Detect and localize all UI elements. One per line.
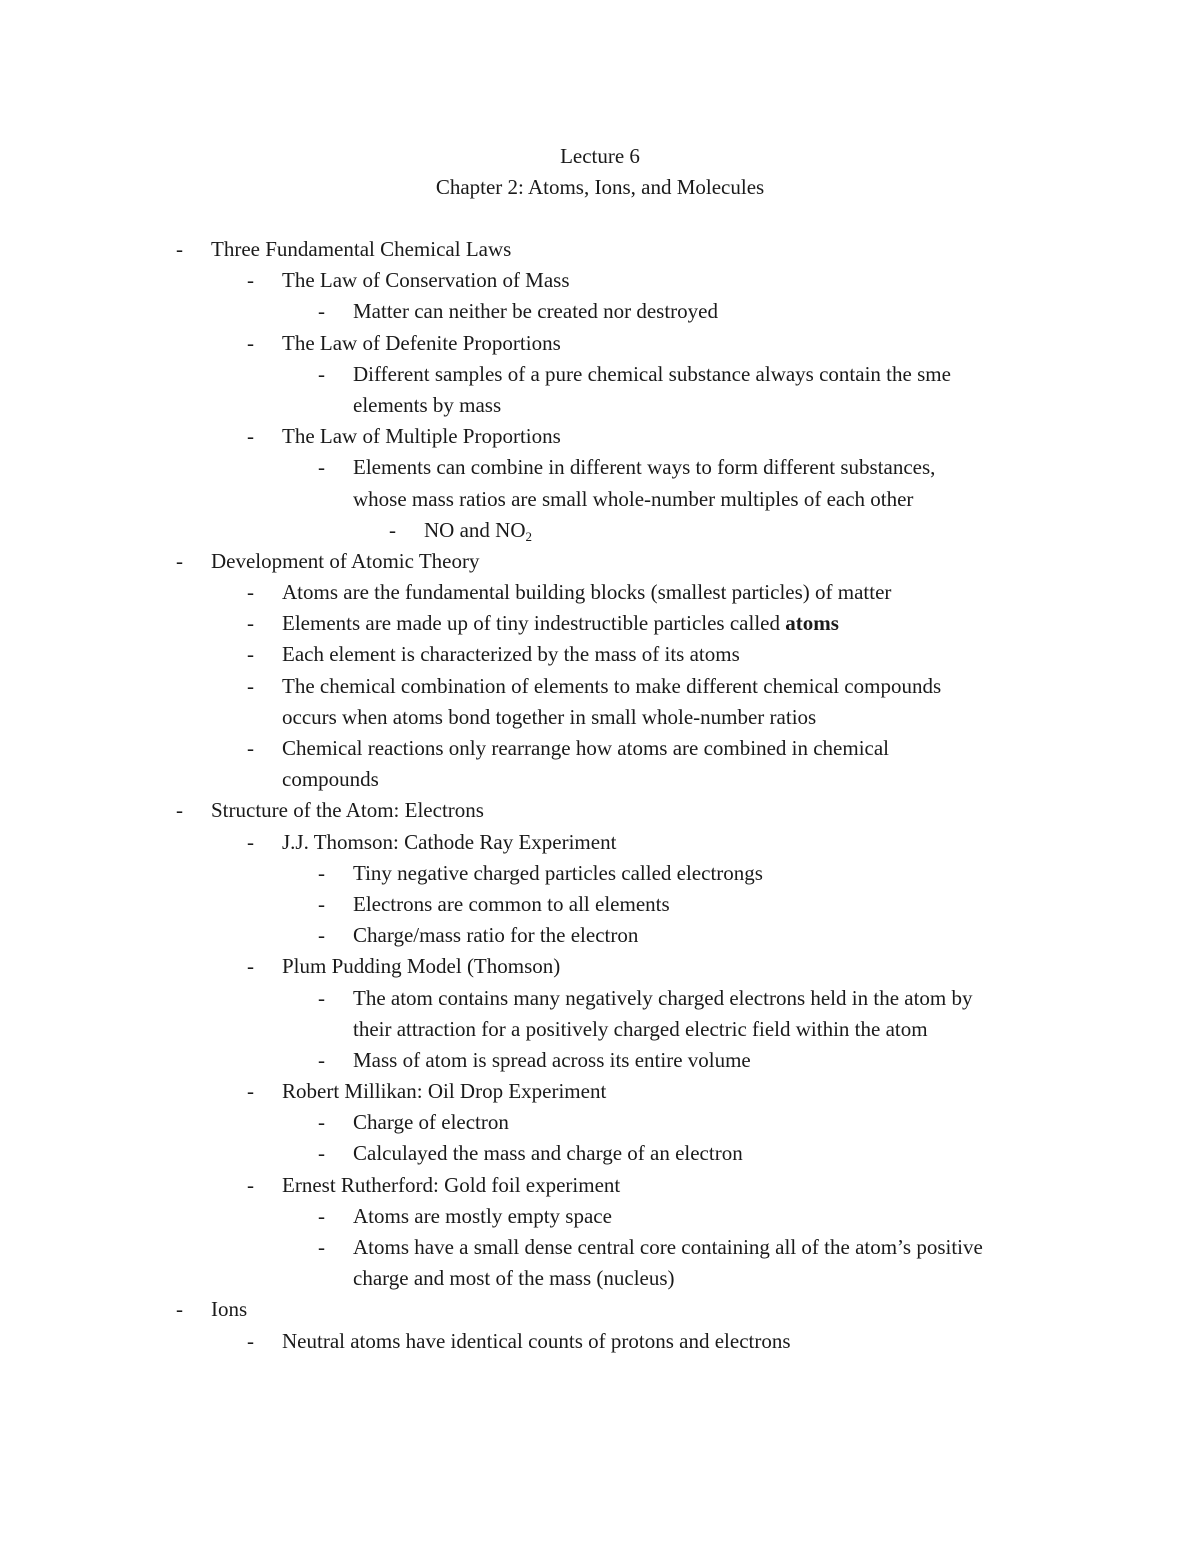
bullet-dash: - (318, 860, 325, 885)
subsection-heading: The Law of Conservation of Mass (282, 268, 570, 293)
outline-item-l1 (0, 795, 1200, 826)
outline-continuation (0, 1014, 1200, 1045)
bullet-dash: - (247, 424, 254, 449)
point-text: Atoms have a small dense central core containing all of the atom’s positive (353, 1235, 983, 1259)
subsection-heading: Robert Millikan: Oil Drop Experiment (282, 1079, 607, 1104)
point-text: Different samples of a pure chemical substance always contain the sme (353, 361, 951, 386)
point-text: Charge of electron (353, 1110, 509, 1135)
point-text: The chemical combination of elements to make different chemical compounds (282, 673, 942, 698)
point-text-continued: whose mass ratios are small whole-number multiples of each other (353, 486, 914, 511)
bullet-dash: - (176, 237, 183, 261)
bullet-dash: - (247, 736, 254, 760)
point-text: Matter can neither be created nor destroyed (353, 299, 718, 324)
point-text: Each element is characterized by the mass of its atoms (282, 642, 740, 667)
bullet-dash: - (247, 1172, 254, 1197)
outline-continuation (0, 390, 1200, 421)
outline-item-l3 (0, 1201, 1200, 1232)
notes-outline (0, 234, 1200, 1357)
point-text-continued: charge and most of the mass (nucleus) (353, 1266, 675, 1291)
bullet-dash: - (318, 985, 325, 1010)
chapter-title: Chapter 2: Atoms, Ions, and Molecules (435, 175, 765, 199)
point-text (282, 608, 839, 639)
point-text: Atoms are the fundamental building blocks (smallest particles) of matter (282, 580, 892, 605)
bullet-dash: - (176, 798, 183, 823)
section-heading: Development of Atomic Theory (211, 548, 480, 573)
example-formula (424, 515, 532, 546)
point-text-plain: Elements are made up of tiny indestructible particles called (282, 611, 786, 636)
subsection-heading: The Law of Multiple Proportions (282, 424, 561, 449)
outline-item-l2 (0, 1326, 1200, 1357)
outline-item-l3 (0, 1138, 1200, 1169)
subsection-heading: J.J. Thomson: Cathode Ray Experiment (282, 829, 617, 854)
bullet-dash: - (247, 954, 254, 979)
point-text: Tiny negative charged particles called electrongs (353, 860, 763, 885)
bullet-dash: - (176, 1297, 183, 1322)
bullet-dash: - (247, 642, 254, 667)
outline-continuation (0, 1263, 1200, 1294)
bullet-dash: - (247, 1079, 254, 1104)
bullet-dash: - (318, 891, 325, 916)
outline-continuation (0, 764, 1200, 795)
outline-item-l2 (0, 827, 1200, 858)
bullet-dash: - (318, 361, 325, 386)
outline-item-l3 (0, 1107, 1200, 1138)
outline-item-l3 (0, 983, 1200, 1014)
bullet-dash: - (318, 1203, 325, 1228)
outline-item-l1 (0, 546, 1200, 577)
outline-item-l2 (0, 639, 1200, 670)
outline-item-l2 (0, 421, 1200, 452)
outline-item-l1 (0, 1294, 1200, 1325)
outline-item-l3 (0, 296, 1200, 327)
outline-item-l2 (0, 1170, 1200, 1201)
bullet-dash: - (176, 548, 183, 573)
bullet-dash: - (318, 923, 325, 948)
lecture-title: Lecture 6 (560, 144, 640, 168)
bullet-dash: - (247, 673, 254, 698)
outline-item-l2 (0, 951, 1200, 982)
point-text-continued: occurs when atoms bond together in small whole-number ratios (282, 704, 817, 729)
outline-item-l3 (0, 1045, 1200, 1076)
outline-item-l3 (0, 1232, 1200, 1263)
outline-item-l2 (0, 608, 1200, 639)
bullet-dash: - (247, 611, 254, 636)
emphasis-term: atoms (785, 611, 839, 636)
point-text: The atom contains many negatively charged electrons held in the atom by (353, 985, 973, 1010)
section-heading: Three Fundamental Chemical Laws (211, 237, 512, 261)
bullet-dash: - (318, 455, 325, 480)
formula-text: NO and NO (424, 517, 526, 542)
point-text: Atoms are mostly empty space (353, 1203, 612, 1228)
outline-item-l3 (0, 858, 1200, 889)
outline-item-l1 (0, 234, 1200, 265)
outline-item-l2 (0, 328, 1200, 359)
point-text-continued: elements by mass (353, 392, 502, 417)
bullet-dash: - (318, 1235, 325, 1259)
outline-item-l2 (0, 1076, 1200, 1107)
bullet-dash: - (318, 299, 325, 324)
point-text-continued: compounds (282, 767, 379, 792)
formula-subscript: 2 (525, 528, 532, 544)
point-text: Calculayed the mass and charge of an electron (353, 1141, 743, 1166)
section-heading: Structure of the Atom: Electrons (211, 798, 484, 823)
outline-item-l4 (0, 515, 1200, 546)
point-text: Electrons are common to all elements (353, 891, 670, 916)
outline-item-l2 (0, 577, 1200, 608)
point-text: Mass of atom is spread across its entire volume (353, 1047, 751, 1072)
point-text: Elements can combine in different ways to form different substances, (353, 455, 936, 480)
subsection-heading: Ernest Rutherford: Gold foil experiment (282, 1172, 621, 1197)
bullet-dash: - (318, 1141, 325, 1166)
bullet-dash: - (389, 517, 396, 542)
outline-item-l3 (0, 920, 1200, 951)
outline-item-l2 (0, 733, 1200, 764)
point-text: Charge/mass ratio for the electron (353, 923, 639, 948)
bullet-dash: - (318, 1110, 325, 1135)
outline-item-l2 (0, 671, 1200, 702)
outline-continuation (0, 484, 1200, 515)
subsection-heading: The Law of Defenite Proportions (282, 330, 561, 355)
outline-continuation (0, 702, 1200, 733)
bullet-dash: - (247, 268, 254, 293)
bullet-dash: - (247, 829, 254, 854)
outline-item-l3 (0, 889, 1200, 920)
bullet-dash: - (247, 330, 254, 355)
point-text-continued: their attraction for a positively charged electric field within the atom (353, 1016, 928, 1041)
section-heading: Ions (211, 1297, 248, 1322)
bullet-dash: - (318, 1047, 325, 1072)
bullet-dash: - (247, 1328, 254, 1353)
outline-item-l3 (0, 452, 1200, 483)
outline-item-l2 (0, 265, 1200, 296)
bullet-dash: - (247, 580, 254, 605)
point-text: Neutral atoms have identical counts of protons and electrons (282, 1328, 791, 1353)
outline-item-l3 (0, 359, 1200, 390)
point-text: Chemical reactions only rearrange how atoms are combined in chemical (282, 736, 890, 760)
subsection-heading: Plum Pudding Model (Thomson) (282, 954, 561, 979)
